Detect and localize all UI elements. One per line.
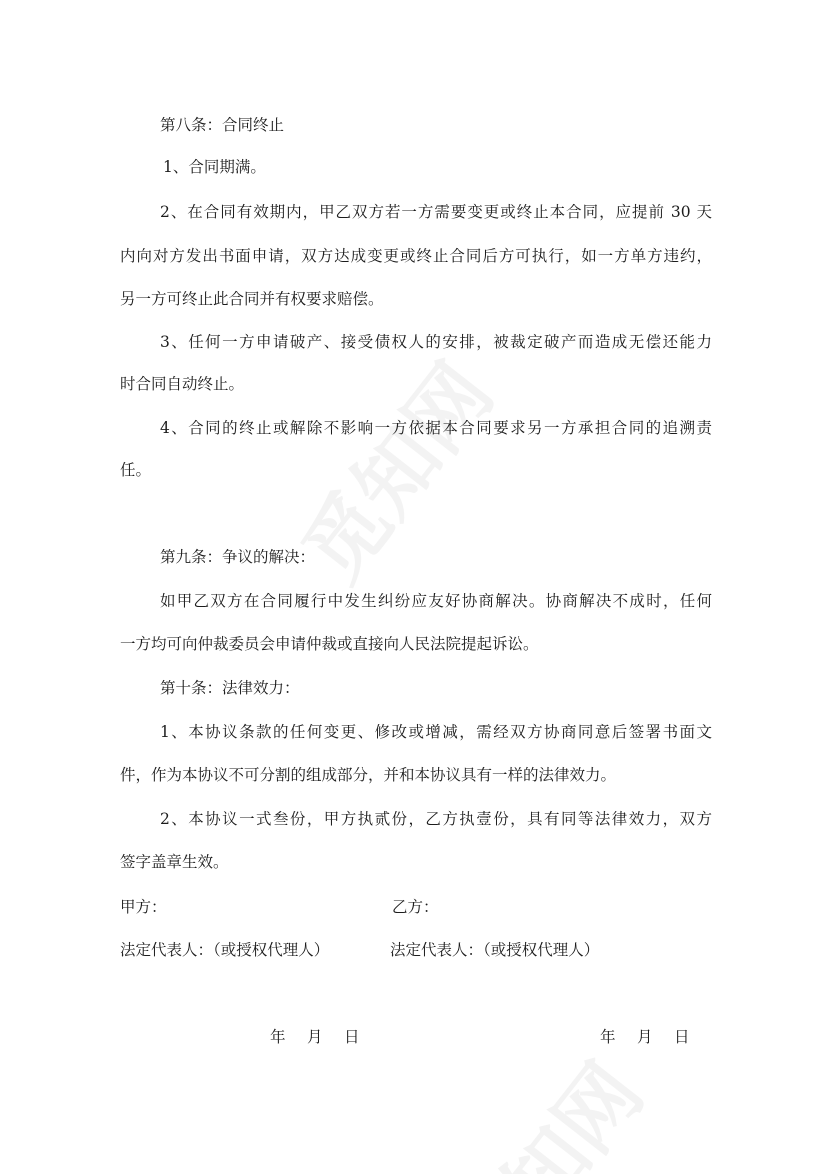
watermark [421, 1036, 665, 1174]
article-8-item-2-line: 2、在合同有效期内，甲乙双方若一方需要变更或终止本合同，应提前 30 天 [160, 203, 712, 221]
article-8-heading: 第八条：合同终止 [160, 116, 285, 134]
article-10-item-1-line: 1、本协议条款的任何变更、修改或增减，需经双方协商同意后签署书面文 [160, 723, 712, 741]
article-8-item-3-line: 时合同自动终止。 [120, 375, 245, 393]
article-8-item-2-line: 另一方可终止此合同并有权要求赔偿。 [120, 290, 384, 308]
party-b-date: 年 月 日 [600, 1028, 693, 1046]
party-b-label: 乙方： [392, 898, 439, 916]
article-8-item-3-line: 3、任何一方申请破产、接受债权人的安排，被裁定破产而造成无偿还能力 [160, 333, 712, 351]
article-10-heading: 第十条：法律效力： [160, 679, 300, 697]
article-8-item-2-line: 内向对方发出书面申请，双方达成变更或终止合同后方可执行，如一方单方违约， [120, 247, 712, 265]
party-b-representative: 法定代表人：（或授权代理人） [390, 941, 600, 959]
article-9-body-line: 如甲乙双方在合同履行中发生纠纷应友好协商解决。协商解决不成时，任何 [160, 592, 712, 610]
party-a-label: 甲方： [120, 898, 167, 916]
article-9-body-line: 一方均可向仲裁委员会申请仲裁或直接向人民法院提起诉讼。 [120, 635, 539, 653]
article-10-item-2-line: 签字盖章生效。 [120, 853, 229, 871]
article-8-item-4-line: 任。 [120, 461, 152, 479]
article-10-item-1-line: 件，作为本协议不可分割的组成部分，并和本协议具有一样的法律效力。 [120, 766, 617, 784]
article-8-item-1: 1、合同期满。 [163, 158, 266, 176]
party-a-representative: 法定代表人：（或授权代理人） [120, 941, 330, 959]
party-a-date: 年 月 日 [270, 1028, 363, 1046]
article-8-item-4-line: 4、合同的终止或解除不影响一方依据本合同要求另一方承担合同的追溯责 [160, 419, 712, 437]
article-10-item-2-line: 2、本协议一式叁份，甲方执贰份，乙方执壹份，具有同等法律效力，双方 [160, 810, 712, 828]
article-9-heading: 第九条：争议的解决： [160, 548, 316, 566]
